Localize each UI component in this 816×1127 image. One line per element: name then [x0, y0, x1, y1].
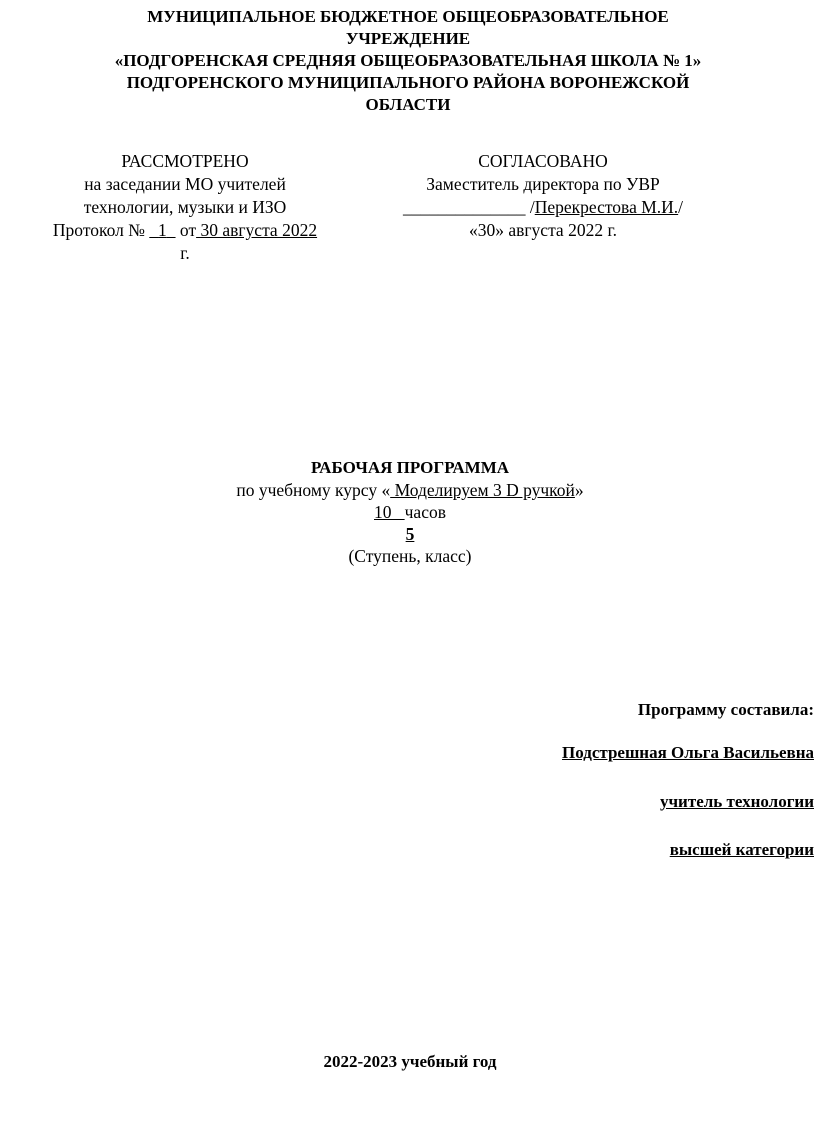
school-header: [30, 6, 786, 116]
hours-label: часов: [404, 502, 446, 522]
grade-caption: (Ступень, класс): [348, 546, 472, 566]
header-line-4: ПОДГОРЕНСКОГО МУНИЦИПАЛЬНОГО РАЙОНА ВОРОНЕЖСКОЙ: [126, 73, 690, 92]
course-name: Моделируем 3 D ручкой: [390, 480, 575, 500]
course-prefix: по учебному курсу «: [236, 480, 391, 500]
course-suffix: »: [574, 480, 584, 500]
school-year: 2022-2023 учебный год: [323, 1052, 497, 1071]
protocol-line: [10, 219, 360, 242]
protocol-year-suffix: г.: [180, 243, 190, 263]
header-line-1: МУНИЦИПАЛЬНОЕ БЮДЖЕТНОЕ ОБЩЕОБРАЗОВАТЕЛЬНОЕ: [147, 7, 669, 26]
hours-value: 10: [374, 502, 392, 522]
approved-block: [378, 150, 708, 242]
protocol-number: 1: [158, 220, 167, 240]
author-category: высшей категории: [669, 840, 814, 859]
approved-title: СОГЛАСОВАНО: [478, 151, 608, 171]
program-title: РАБОЧАЯ ПРОГРАММА: [310, 458, 510, 477]
approver-name: Перекрестова М.И.: [534, 197, 679, 217]
header-line-3: «ПОДГОРЕНСКАЯ СРЕДНЯЯ ОБЩЕОБРАЗОВАТЕЛЬНАЯ ШКОЛА № 1»: [114, 51, 702, 70]
reviewed-block: [10, 150, 360, 265]
header-line-5: ОБЛАСТИ: [365, 95, 451, 114]
author-heading: Программу составила:: [637, 700, 814, 719]
author-role: учитель технологии: [659, 792, 814, 811]
protocol-date: 30 августа 2022: [200, 220, 318, 240]
program-block: [100, 457, 720, 567]
reviewed-line-1: на заседании МО учителей: [84, 174, 286, 194]
hours-line: [100, 501, 720, 523]
reviewed-title: РАССМОТРЕНО: [121, 151, 249, 171]
author-name: Подстрешная Ольга Васильевна: [562, 743, 814, 762]
approved-date: «30» августа 2022 г.: [468, 220, 618, 240]
approved-position: Заместитель директора по УВР: [426, 174, 660, 194]
course-line: [100, 479, 720, 501]
grade-value: 5: [405, 524, 415, 544]
header-line-2: УЧРЕЖДЕНИЕ: [345, 29, 471, 48]
reviewed-line-2: технологии, музыки и ИЗО: [83, 197, 287, 217]
protocol-from-label: от: [179, 220, 197, 240]
protocol-label: Протокол №: [52, 220, 145, 240]
signature-blank: ______________: [402, 197, 526, 217]
approved-signature-line: ______________ /Перекрестова М.И./: [402, 197, 684, 217]
